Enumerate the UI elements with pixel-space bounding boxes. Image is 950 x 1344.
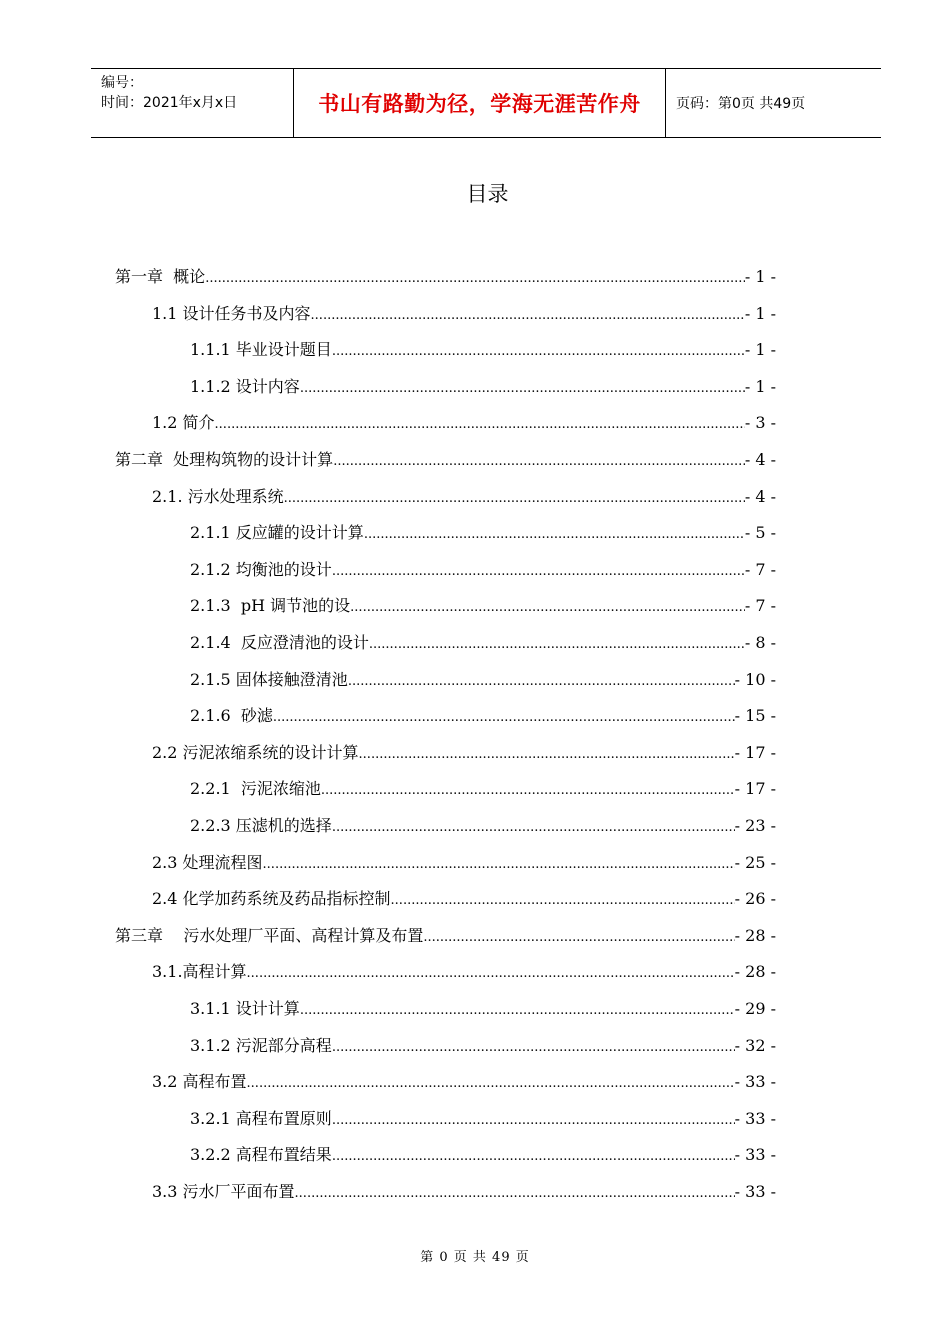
toc-entry-page: - 7 - [744,559,776,579]
toc-dot-leader [300,996,735,1026]
toc-entry[interactable] [152,299,776,329]
toc-dot-leader [423,923,734,953]
page-info: 页码：第0页 共49页 [676,96,806,112]
toc-dot-leader [391,886,735,916]
toc-entry-page: - 10 - [734,669,776,689]
page-footer: 第 0 页 共 49 页 [420,1250,530,1265]
toc-entry-label: 2.1.2 均衡池的设计 [190,559,332,579]
time-label: 时间：2021年x月x日 [101,95,238,111]
toc-entry-page: - 3 - [744,413,776,433]
toc-entry-page: - 33 - [734,1145,776,1165]
header-meta [91,69,293,137]
toc-entry-page: - 26 - [734,889,776,909]
toc-entry-page: - 15 - [734,706,776,726]
toc-entry-label: 1.1.2 设计内容 [190,376,300,396]
toc-entry-page: - 23 - [734,816,776,835]
toc-entry-label: 2.1.3 pH 调节池的设 [190,596,351,616]
toc-dot-leader [263,850,735,880]
toc-entry-label: 2.1.5 固体接触澄清池 [190,669,348,689]
toc-dot-leader [359,740,735,770]
toc-dot-leader [205,264,745,294]
toc-entry[interactable] [190,811,776,841]
toc-entry-page: - 28 - [734,962,776,982]
toc-entry-page: - 1 - [744,303,776,323]
toc-entry-label: 3.1.2 污泥部分高程 [190,1035,332,1055]
toc-dot-leader [295,1179,735,1209]
motto: 书山有路勤为径，学海无涯苦作舟 [318,92,641,116]
toc-entry-label: 2.4 化学加药系统及药品指标控制 [152,889,391,909]
toc-entry-page: - 33 - [734,1108,776,1128]
toc-entry-page: - 29 - [734,999,776,1018]
toc-title: 目录 [466,182,509,206]
toc-entry-page: - 33 - [734,1072,776,1092]
toc-entry-label: 2.2.1 污泥浓缩池 [190,779,321,799]
toc-entry[interactable] [152,1067,776,1097]
toc-entry[interactable] [190,1140,776,1170]
toc-entry[interactable] [152,1177,776,1207]
toc-entry-label: 3.2.2 高程布置结果 [190,1145,332,1165]
toc-entry-page: - 7 - [744,596,776,616]
toc-entry-page: - 17 - [734,779,776,799]
toc-entry-page: - 8 - [744,633,776,652]
toc-dot-leader [332,1033,735,1063]
toc-entry-label: 2.2 污泥浓缩系统的设计计算 [152,742,359,762]
toc-dot-leader [348,667,735,697]
toc-entry-page: - 5 - [744,523,776,543]
toc-entry-page: - 1 - [744,267,776,286]
toc-entry[interactable] [115,445,776,475]
toc-entry[interactable] [152,408,776,438]
toc-entry[interactable] [115,262,776,292]
toc-entry[interactable] [190,372,776,402]
toc-entry[interactable] [190,555,776,585]
toc-dot-leader [332,557,745,587]
toc-entry[interactable] [190,1104,776,1134]
toc-entry[interactable] [115,921,776,951]
toc-dot-leader [333,447,745,477]
toc-entry[interactable] [190,774,776,804]
toc-entry-label: 第三章 污水处理厂平面、高程计算及布置 [115,925,424,945]
toc-entry-page: - 28 - [734,925,776,945]
toc-dot-leader [215,410,745,440]
toc-entry-label: 2.1.4 反应澄清池的设计 [190,633,369,652]
toc-entry[interactable] [190,518,776,548]
toc-entry-label: 3.1.1 设计计算 [190,999,300,1018]
toc-entry[interactable] [190,665,776,695]
toc-entry-label: 2.1. 污水处理系统 [152,486,284,506]
header-page-info [666,69,881,137]
toc-entry-label: 1.1.1 毕业设计题目 [190,340,332,360]
page-header [91,68,881,138]
toc-entry-label: 2.1.1 反应罐的设计计算 [190,523,364,543]
toc-entry-label: 3.1.高程计算 [152,962,247,982]
toc-entry[interactable] [190,335,776,365]
toc-dot-leader [332,813,735,843]
toc-entry-label: 3.2.1 高程布置原则 [190,1108,332,1128]
toc-entry-label: 1.2 简介 [152,413,215,433]
toc-entry-label: 2.3 处理流程图 [152,852,263,872]
toc-dot-leader [311,301,745,331]
toc-entry-page: - 4 - [744,450,776,469]
header-motto-cell [293,69,666,137]
toc-dot-leader [369,630,745,660]
toc-entry-label: 第一章 概论 [115,267,206,286]
toc-dot-leader [273,703,735,733]
toc-entry-label: 3.3 污水厂平面布置 [152,1182,295,1201]
number-label: 编号： [101,75,143,91]
toc-entry-label: 第二章 处理构筑物的设计计算 [115,450,334,469]
toc-entry[interactable] [152,482,776,512]
toc-dot-leader [247,959,735,989]
toc-entry-page: - 4 - [744,486,776,506]
toc-entry[interactable] [190,994,776,1024]
toc-dot-leader [300,374,745,404]
toc-entry[interactable] [190,628,776,658]
toc-dot-leader [350,593,745,623]
toc-entry-page: - 25 - [734,852,776,872]
toc-entry[interactable] [152,884,776,914]
toc-dot-leader [332,337,745,367]
toc-entry[interactable] [190,701,776,731]
toc-entry-label: 2.2.3 压滤机的选择 [190,816,332,835]
toc-entry-page: - 1 - [744,376,776,396]
toc-dot-leader [321,776,735,806]
toc-dot-leader [284,484,745,514]
toc-entry-page: - 32 - [734,1035,776,1055]
toc-entry-label: 3.2 高程布置 [152,1072,247,1092]
toc-entry[interactable] [190,1031,776,1061]
toc-dot-leader [364,520,745,550]
toc-entry-page: - 17 - [734,742,776,762]
toc-entry-label: 2.1.6 砂滤 [190,706,273,726]
toc-entry-page: - 33 - [734,1182,776,1201]
toc-entry[interactable] [190,591,776,621]
toc-entry[interactable] [152,738,776,768]
toc-dot-leader [247,1069,735,1099]
toc-entry-label: 1.1 设计任务书及内容 [152,303,311,323]
toc-entry[interactable] [152,848,776,878]
toc-dot-leader [332,1142,735,1172]
toc-dot-leader [332,1106,735,1136]
toc-entry[interactable] [152,957,776,987]
toc-entry-page: - 1 - [744,340,776,360]
